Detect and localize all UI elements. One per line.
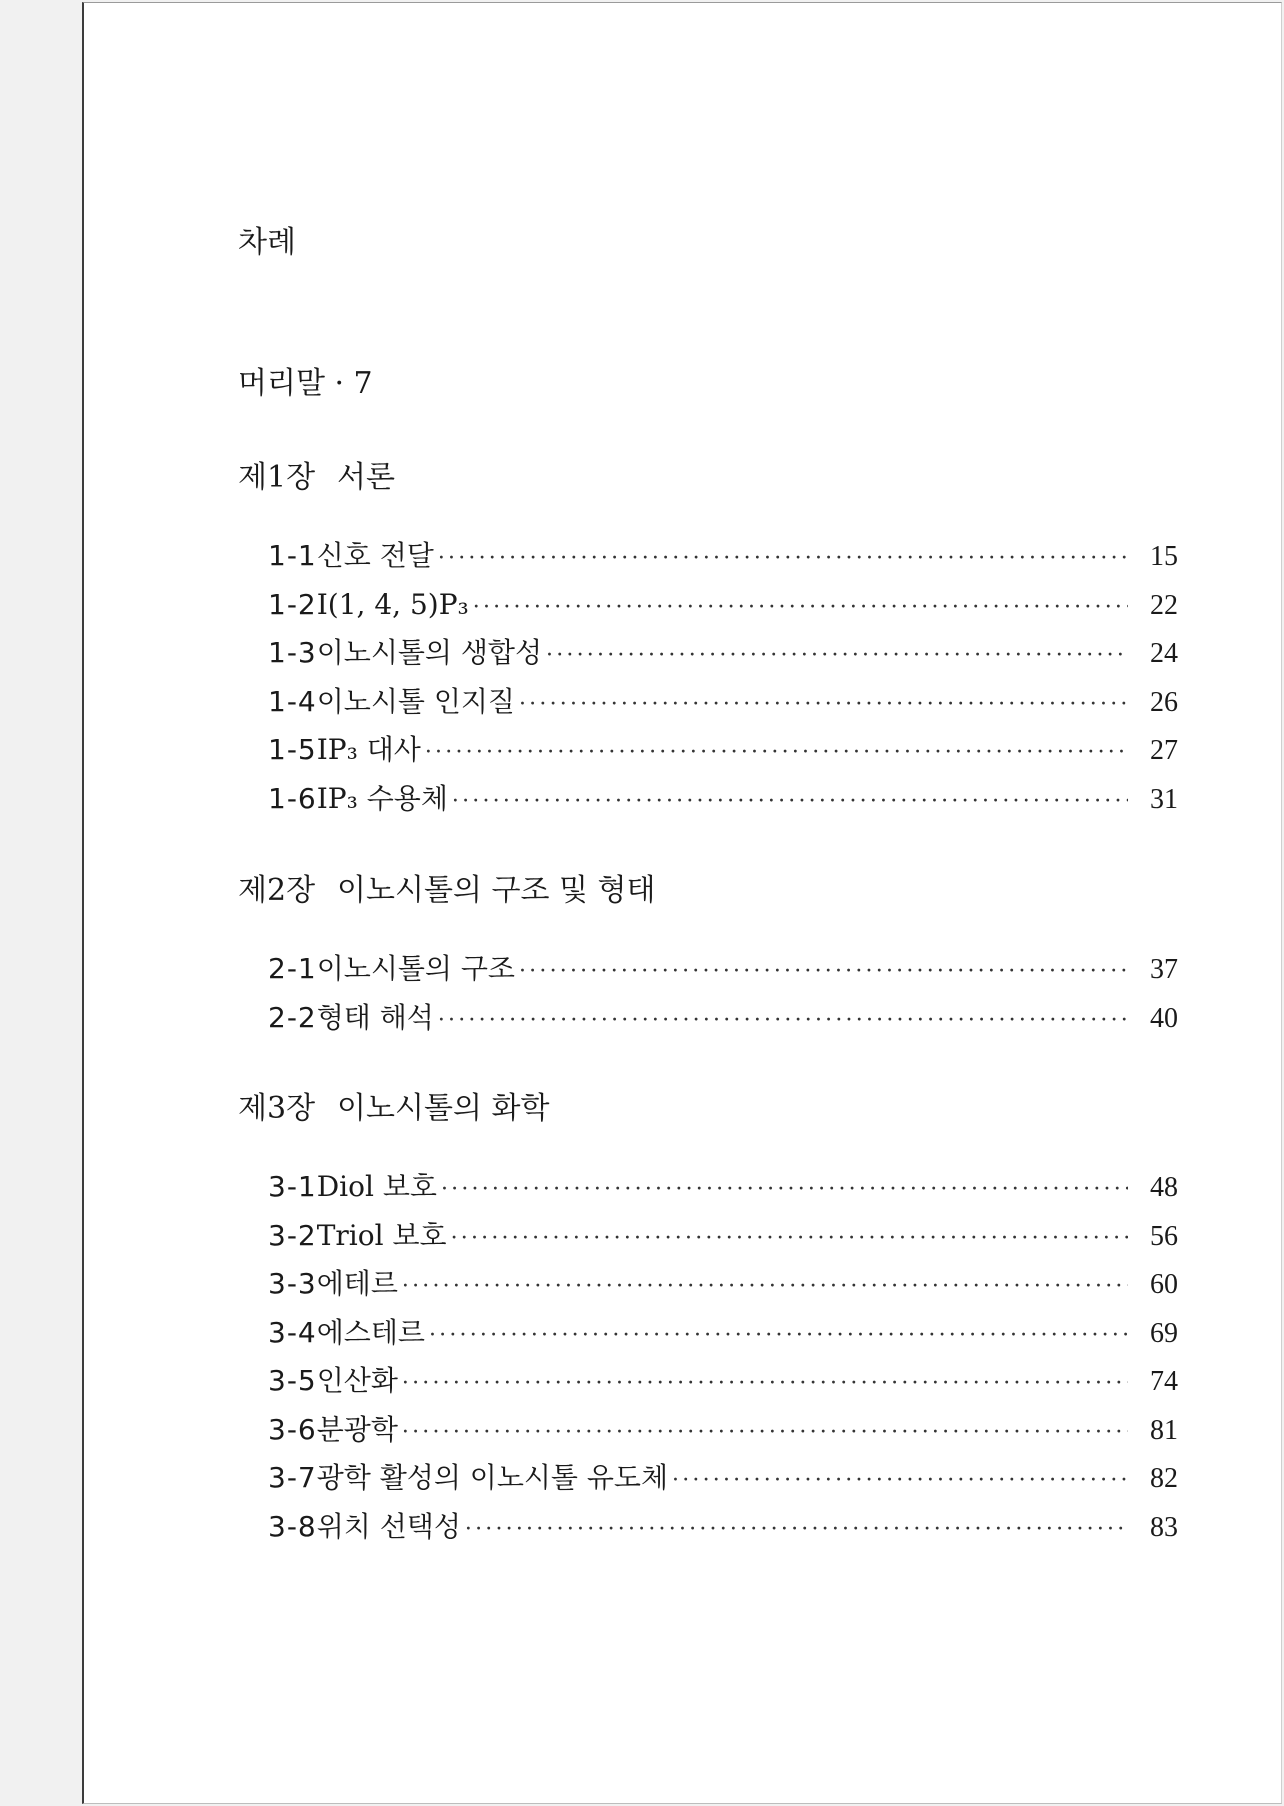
section-number: 3-5 xyxy=(268,1364,317,1397)
dot-leader xyxy=(465,1508,1128,1552)
toc-entry[interactable] xyxy=(268,947,1178,996)
section-number: 1-1 xyxy=(268,539,317,572)
page-number: 22 xyxy=(1150,589,1178,621)
page-number: 24 xyxy=(1150,638,1178,669)
section-number: 3-6 xyxy=(268,1412,317,1446)
chapter-label: 제1장 xyxy=(238,460,316,495)
toc-entry[interactable] xyxy=(268,1165,1178,1214)
toc-entry[interactable] xyxy=(268,583,1178,632)
section-title: 분광학 xyxy=(316,1412,398,1446)
section-title: 위치 선택성 xyxy=(316,1509,461,1543)
dot-leader xyxy=(402,1411,1128,1455)
section-title: Diol 보호 xyxy=(316,1170,437,1203)
chapter-heading xyxy=(238,456,1178,500)
dot-leader xyxy=(546,634,1128,678)
section-title: Triol 보호 xyxy=(316,1218,447,1252)
chapter-label: 제3장 xyxy=(238,1091,316,1126)
section-number: 3-1 xyxy=(268,1170,317,1203)
page-number: 37 xyxy=(1150,954,1178,985)
section-number: 1-6 xyxy=(268,781,317,815)
section-title: IP₃ 수용체 xyxy=(316,781,448,815)
page-number: 56 xyxy=(1150,1220,1178,1252)
section-title: 에테르 xyxy=(316,1267,398,1300)
toc-entry[interactable] xyxy=(268,728,1178,777)
section-number: 1-2 xyxy=(268,587,317,621)
dot-leader xyxy=(425,731,1128,775)
toc-title: 차례 xyxy=(238,225,296,260)
toc-entry[interactable] xyxy=(268,1505,1178,1554)
chapter-label: 제2장 xyxy=(238,873,316,908)
section-number: 2-1 xyxy=(268,952,317,985)
toc-entry[interactable] xyxy=(268,1359,1178,1408)
dot-leader xyxy=(438,537,1128,581)
toc-entry[interactable] xyxy=(268,777,1178,826)
dot-leader xyxy=(451,1217,1128,1261)
dot-leader xyxy=(402,1265,1128,1309)
page-number: 83 xyxy=(1150,1511,1178,1543)
preface-entry: 머리말 · 7 xyxy=(238,366,373,401)
section-title: 형태 해석 xyxy=(316,1000,434,1034)
page-number: 48 xyxy=(1150,1172,1178,1203)
toc-entry[interactable] xyxy=(268,631,1178,680)
page-number: 15 xyxy=(1150,541,1178,572)
page-number: 27 xyxy=(1150,735,1178,766)
page-number: 69 xyxy=(1150,1317,1178,1349)
dot-leader xyxy=(402,1362,1128,1406)
section-title: 이노시톨 인지질 xyxy=(316,684,515,718)
section-number: 3-4 xyxy=(268,1315,317,1349)
chapter-2 xyxy=(238,869,1178,1044)
dot-leader xyxy=(519,683,1128,727)
chapter-title: 서론 xyxy=(337,460,396,495)
chapter-title: 이노시톨의 화학 xyxy=(337,1091,550,1126)
section-number: 1-4 xyxy=(268,684,317,718)
dot-leader xyxy=(429,1314,1128,1358)
section-number: 2-2 xyxy=(268,1000,317,1034)
section-number: 3-7 xyxy=(268,1461,317,1494)
chapter-3 xyxy=(238,1087,1178,1553)
toc-entry[interactable] xyxy=(268,1262,1178,1311)
page-number: 82 xyxy=(1150,1463,1178,1494)
section-title: 이노시톨의 생합성 xyxy=(316,636,543,669)
section-title: I(1, 4, 5)P₃ xyxy=(316,587,469,621)
dot-leader xyxy=(473,586,1128,630)
section-number: 3-3 xyxy=(268,1267,317,1300)
chapter-heading xyxy=(238,1087,1178,1131)
section-number: 1-3 xyxy=(268,636,317,669)
page-number: 81 xyxy=(1150,1414,1178,1446)
chapter-heading xyxy=(238,869,1178,913)
dot-leader xyxy=(672,1459,1128,1503)
section-title: IP₃ 대사 xyxy=(316,733,421,766)
dot-leader xyxy=(441,1168,1128,1212)
page-number: 26 xyxy=(1150,686,1178,718)
chapter-entries xyxy=(238,534,1178,825)
page-number: 31 xyxy=(1150,783,1178,815)
toc-entry[interactable] xyxy=(268,680,1178,729)
toc-entry[interactable] xyxy=(268,1311,1178,1360)
toc-entry[interactable] xyxy=(268,1214,1178,1263)
toc-entry[interactable] xyxy=(268,534,1178,583)
section-title: 신호 전달 xyxy=(316,539,434,572)
document-page xyxy=(82,2,1282,1804)
page-number: 40 xyxy=(1150,1002,1178,1034)
section-title: 에스테르 xyxy=(316,1315,425,1349)
section-number: 1-5 xyxy=(268,733,317,766)
section-title: 이노시톨의 구조 xyxy=(316,952,515,985)
toc-entry[interactable] xyxy=(268,1456,1178,1505)
section-title: 인산화 xyxy=(316,1364,398,1397)
section-number: 3-8 xyxy=(268,1509,317,1543)
dot-leader xyxy=(519,950,1128,994)
page-number: 60 xyxy=(1150,1269,1178,1300)
chapter-entries xyxy=(238,947,1178,1044)
page-number: 74 xyxy=(1150,1366,1178,1397)
chapter-1 xyxy=(238,456,1178,825)
dot-leader xyxy=(452,780,1128,824)
chapter-entries xyxy=(238,1165,1178,1553)
section-number: 3-2 xyxy=(268,1218,317,1252)
dot-leader xyxy=(438,999,1128,1043)
toc-entry[interactable] xyxy=(268,1408,1178,1457)
section-title: 광학 활성의 이노시톨 유도체 xyxy=(316,1461,669,1494)
chapter-title: 이노시톨의 구조 및 형태 xyxy=(337,873,656,908)
toc-entry[interactable] xyxy=(268,996,1178,1045)
